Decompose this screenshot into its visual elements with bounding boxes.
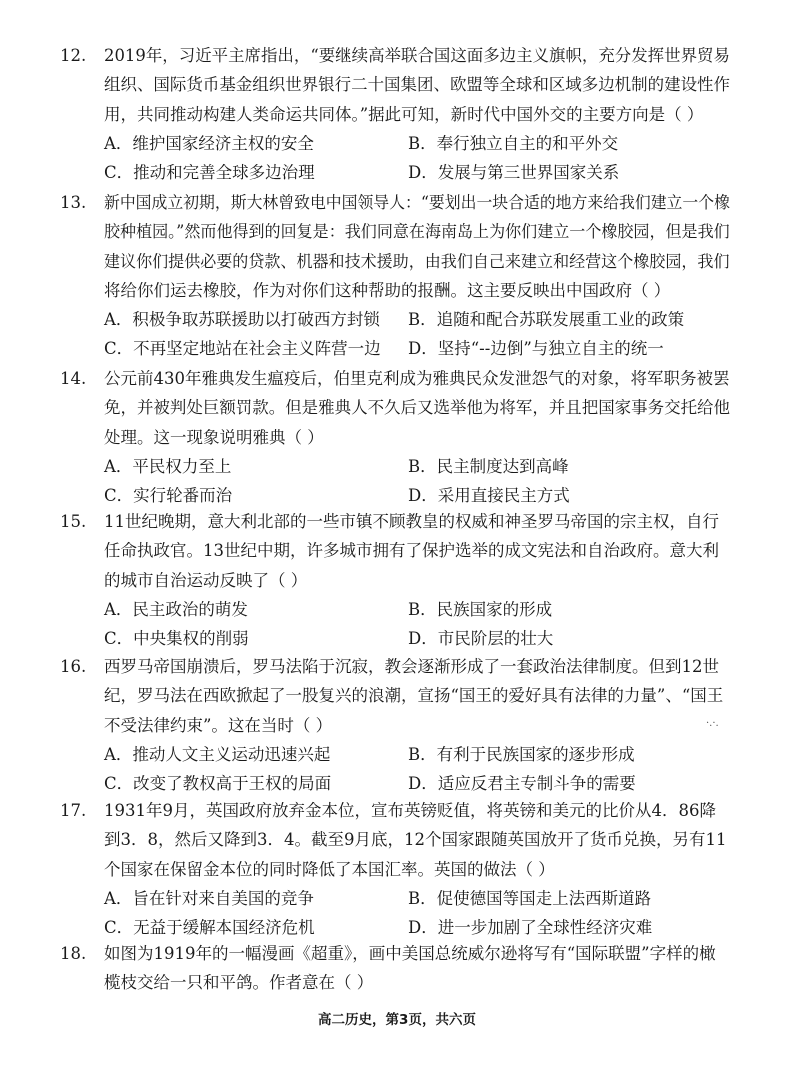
option-row xyxy=(60,158,730,187)
question-number: 16. xyxy=(60,657,87,676)
question-text-line: 胶种植园。”然而他得到的回复是：我们同意在海南岛上为你们建立一个橡胶园，但是我们 xyxy=(104,222,730,242)
option-a[interactable]: A．平民权力至上 xyxy=(104,456,232,476)
question-text-line: 公元前430年雅典发生瘟疫后，伯里克利成为雅典民众发泄怨气的对象，将军职务被罢 xyxy=(104,369,730,388)
option-row xyxy=(60,884,730,913)
question-text-line: 处理。这一现象说明雅典（ ） xyxy=(104,427,324,447)
option-b[interactable]: B．追随和配合苏联发展重工业的政策 xyxy=(408,310,685,330)
question-text-line: 的城市自治运动反映了（ ） xyxy=(104,570,308,590)
option-b[interactable]: B．促使德国等国走上法西斯道路 xyxy=(408,888,652,908)
question-18 xyxy=(60,939,730,998)
question-text-line: 用，共同推动构建人类命运共同体。”据此可知，新时代中国外交的主要方向是（ ） xyxy=(104,104,704,124)
question-16 xyxy=(60,652,730,798)
option-b[interactable]: B．有利于民族国家的逐步形成 xyxy=(408,744,635,764)
option-d[interactable]: D．发展与第三世界国家关系 xyxy=(408,163,620,183)
question-14 xyxy=(60,364,730,510)
question-13 xyxy=(60,188,730,364)
option-row xyxy=(60,452,730,481)
question-text-line: 11世纪晚期，意大利北部的一些市镇不顾教皇的权威和神圣罗马帝国的宗主权，自行 xyxy=(104,512,719,531)
question-text-line: 到3．8，然后又降到3．4。截至9月底，12个国家跟随英国放开了货币兑换，另有11 xyxy=(104,830,727,850)
option-row xyxy=(60,595,730,624)
question-number: 13. xyxy=(60,193,87,212)
option-a[interactable]: A．民主政治的萌发 xyxy=(104,599,248,619)
question-text-line: 个国家在保留金本位的同时降低了本国汇率。英国的做法（ ） xyxy=(104,859,555,879)
question-text-line: 免，并被判处巨额罚款。但是雅典人不久后又选举他为将军，并且把国家事务交托给他 xyxy=(104,398,730,418)
question-number: 12. xyxy=(60,46,87,65)
option-d[interactable]: D．适应反君主专制斗争的需要 xyxy=(408,774,636,794)
question-text-line: 1931年9月，英国政府放弃金本位，宣布英镑贬值，将英镑和美元的比价从4．86降 xyxy=(104,801,716,820)
question-number: 17. xyxy=(60,801,87,820)
question-text-line: 不受法律约束”。这在当时（ ） xyxy=(104,715,333,735)
question-text-line: 新中国成立初期，斯大林曾致电中国领导人：“要划出一块合适的地方来给我们建立一个橡 xyxy=(104,193,730,212)
option-row xyxy=(60,740,730,769)
question-text-line: 任命执政官。13世纪中期，许多城市拥有了保护选举的成文宪法和自治政府。意大利 xyxy=(104,541,719,561)
option-d[interactable]: D．市民阶层的壮大 xyxy=(408,629,554,649)
option-a[interactable]: A．维护国家经济主权的安全 xyxy=(104,133,314,153)
question-text-line: 将给你们运去橡胶，作为对你们这种帮助的报酬。这主要反映出中国政府（ ） xyxy=(104,280,671,300)
question-text-line: 组织、国际货币基金组织世界银行二十国集团、欧盟等全球和区域多边机制的建设性作 xyxy=(104,75,730,95)
option-c[interactable]: C．改变了教权高于王权的局面 xyxy=(104,774,332,794)
question-text-line: 2019年，习近平主席指出，“要继续高举联合国这面多边主义旗帜，充分发挥世界贸易 xyxy=(104,46,730,65)
question-number: 18. xyxy=(60,944,87,963)
question-number: 14. xyxy=(60,369,87,388)
option-c[interactable]: C．无益于缓解本国经济危机 xyxy=(104,918,315,938)
question-12 xyxy=(60,41,730,187)
question-text-line: 西罗马帝国崩溃后，罗马法陷于沉寂，教会逐渐形成了一套政治法律制度。但到12世 xyxy=(104,657,719,676)
option-c[interactable]: C．不再坚定地站在社会主义阵营一边 xyxy=(104,339,381,359)
question-text-line: 建议你们提供必要的贷款、机器和技术援助，由我们自己来建立和经营这个橡胶园，我们 xyxy=(104,251,730,271)
option-d[interactable]: D．坚持“--边倒”与独立自主的统一 xyxy=(408,339,664,359)
option-a[interactable]: A．推动人文主义运动迅速兴起 xyxy=(104,744,331,764)
option-row xyxy=(60,769,730,798)
option-b[interactable]: B．奉行独立自主的和平外交 xyxy=(408,133,619,153)
option-a[interactable]: A．积极争取苏联援助以打破西方封锁 xyxy=(104,310,380,330)
question-text-line: 榄枝交给一只和平鸽。作者意在（ ） xyxy=(104,973,374,993)
option-a[interactable]: A．旨在针对来自美国的竞争 xyxy=(104,888,314,908)
option-c[interactable]: C．推动和完善全球多边治理 xyxy=(104,163,315,183)
option-row xyxy=(60,129,730,158)
option-b[interactable]: B．民主制度达到高峰 xyxy=(408,456,569,476)
option-d[interactable]: D．进一步加剧了全球性经济灾难 xyxy=(408,918,653,938)
option-row xyxy=(60,305,730,334)
option-c[interactable]: C．中央集权的削弱 xyxy=(104,629,249,649)
question-15 xyxy=(60,507,730,653)
option-row xyxy=(60,334,730,363)
option-d[interactable]: D．采用直接民主方式 xyxy=(408,486,570,506)
question-text-line: 如图为1919年的一幅漫画《超重》，画中美国总统威尔逊将写有“国际联盟”字样的橄 xyxy=(104,944,716,963)
question-text-line: 纪，罗马法在西欧掀起了一股复兴的浪潮，宣扬“国王的爱好具有法律的力量”、“国王 xyxy=(104,686,724,706)
option-b[interactable]: B．民族国家的形成 xyxy=(408,599,553,619)
page-footer: 高二历史，第3页，共六页 xyxy=(318,1012,476,1028)
option-row xyxy=(60,624,730,653)
option-c[interactable]: C．实行轮番而治 xyxy=(104,486,233,506)
question-number: 15. xyxy=(60,512,87,531)
scan-speck-decoration: ·.·. xyxy=(706,718,719,729)
question-17 xyxy=(60,796,730,942)
